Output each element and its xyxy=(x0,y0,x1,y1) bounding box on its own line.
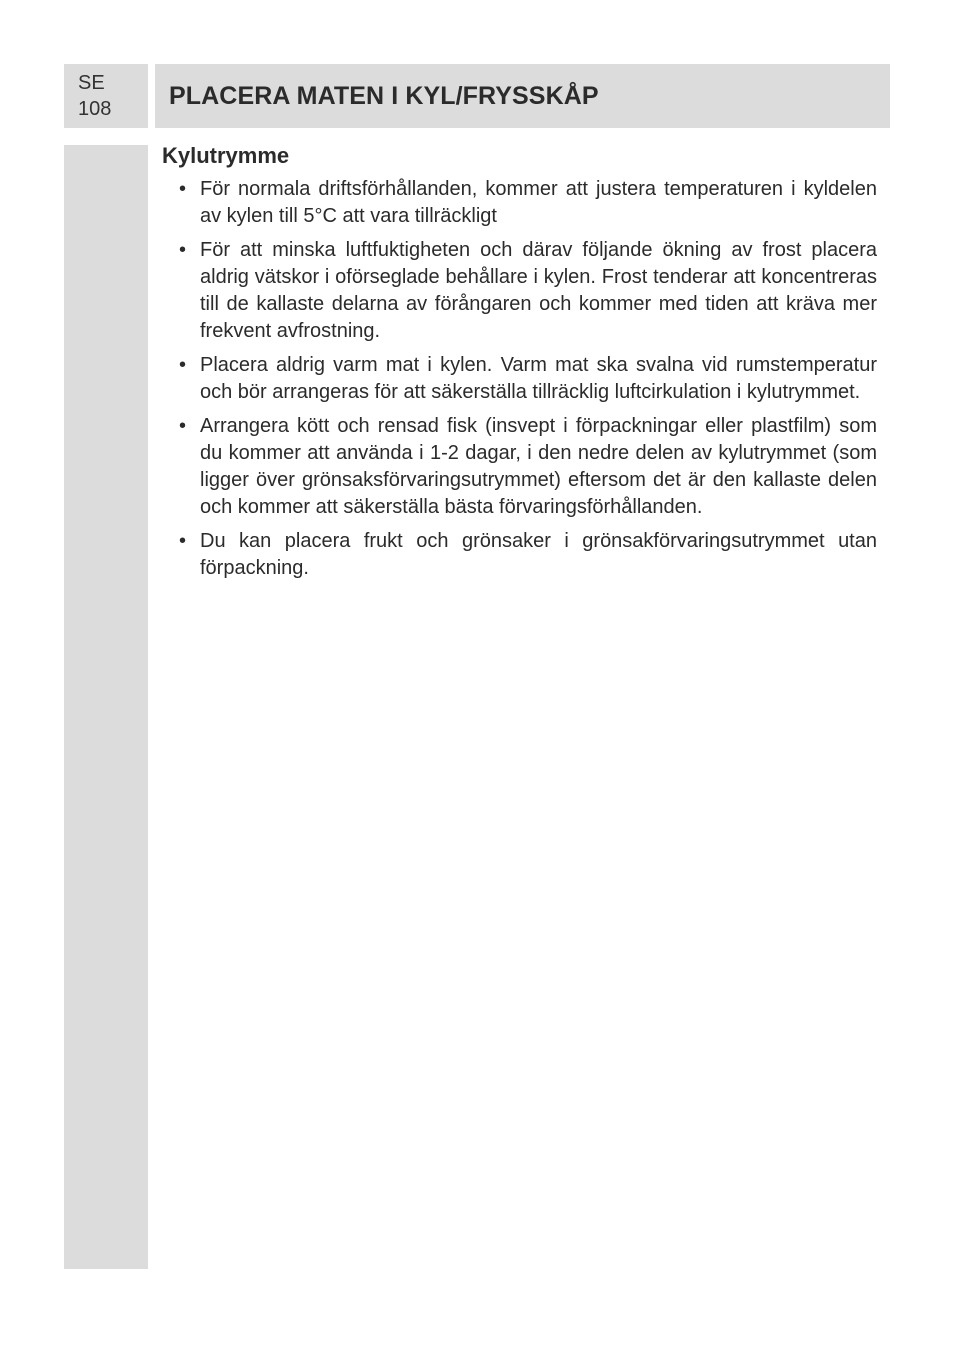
page-title: PLACERA MATEN I KYL/FRYSSKÅP xyxy=(169,81,599,110)
list-item: • Placera aldrig varm mat i kylen. Varm mat ska svalna vid rumstemperatur och bör arrangeras för att säkerställa tillräcklig luftcirkulation i kylutrymmet. xyxy=(162,352,877,406)
language-code: SE xyxy=(78,72,105,94)
page-number: 108 xyxy=(78,98,112,120)
page-number-tab xyxy=(64,64,148,128)
list-item: • För att minska luftfuktigheten och därav följande ökning av frost placera aldrig vätskor i oförseglade behållare i kylen. Frost tenderar att koncentreras till de kallaste delarna av förångaren och kommer med tiden att kräva mer frekvent avfrostning. xyxy=(162,237,877,345)
list-item: • För normala driftsförhållanden, kommer att justera temperaturen i kyldelen av kylen till 5°C att vara tillräckligt xyxy=(162,176,877,230)
main-content xyxy=(162,140,877,589)
section-header-bar xyxy=(155,64,890,128)
section-heading: Kylutrymme xyxy=(162,143,290,168)
list-item: • Du kan placera frukt och grönsaker i grönsakförvaringsutrymmet utan förpackning. xyxy=(162,528,877,582)
bullet-list xyxy=(162,176,877,582)
side-margin-strip xyxy=(64,145,148,1269)
list-item: • Arrangera kött och rensad fisk (insvept i förpackningar eller plastfilm) som du kommer att använda i 1-2 dagar, i den nedre delen av kylutrymmet (som ligger över grönsaksförvaringsutrymmet) eftersom det är den kallaste delen och kommer att säkerställa bästa förvaringsförhållanden. xyxy=(162,413,877,521)
